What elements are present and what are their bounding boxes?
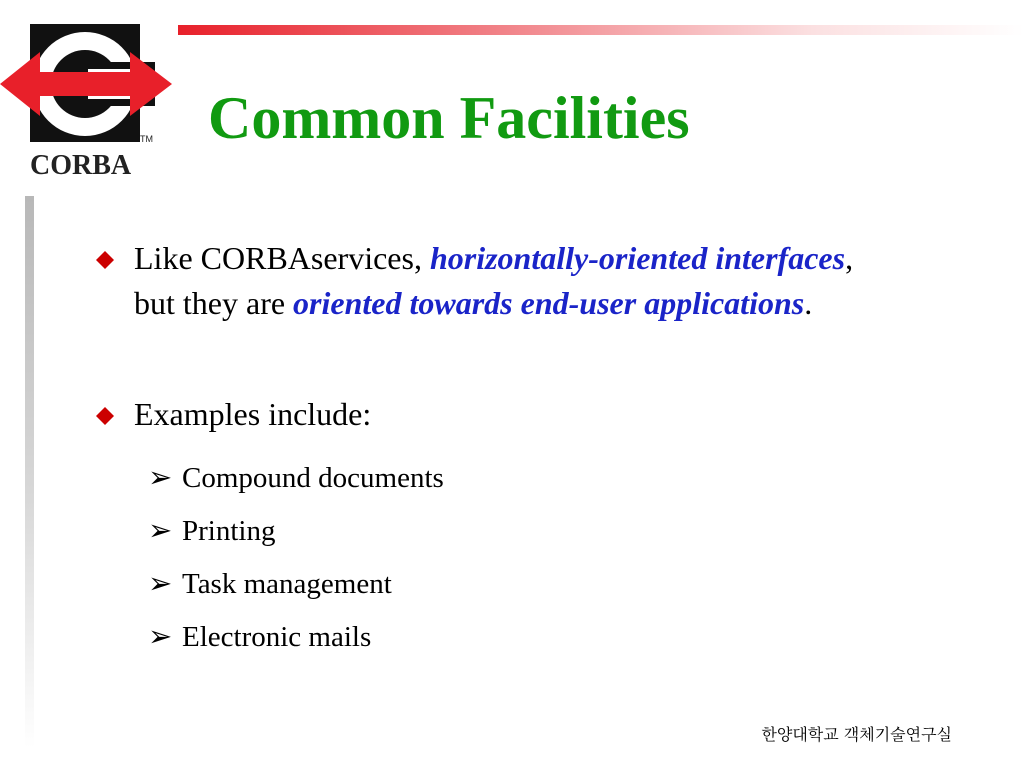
corba-logo (0, 22, 178, 182)
slide-title: Common Facilities (208, 85, 690, 151)
arrow-bullet-icon: ➢ (148, 621, 173, 653)
bullet-text (134, 236, 896, 326)
sub-item (148, 460, 444, 496)
diamond-bullet-icon (96, 251, 114, 269)
bullet-text-part: , but they are (134, 240, 854, 321)
sub-item (148, 513, 275, 549)
sub-item-label: Printing (182, 515, 276, 547)
title-accent-bar (178, 25, 1024, 35)
arrow-bullet-icon: ➢ (148, 515, 173, 547)
sub-item-label: Task management (182, 568, 392, 600)
bullet-1 (96, 236, 896, 326)
logo-trademark: TM (140, 134, 153, 144)
sub-item-label: Electronic mails (182, 621, 372, 653)
sub-item-label: Compound documents (182, 462, 444, 494)
sub-item (148, 566, 392, 602)
bullet-text-part: Like CORBAservices, (134, 240, 430, 276)
emphasis-text: horizontally-oriented interfaces (429, 240, 846, 276)
footer-text: 한양대학교 객체기술연구실 (761, 725, 952, 744)
arrow-bullet-icon: ➢ (148, 462, 173, 494)
bullet-text: Examples include: (134, 396, 372, 432)
arrow-bullet-icon: ➢ (148, 568, 173, 600)
bullet-2 (96, 392, 896, 437)
logo-text: CORBA (30, 150, 132, 181)
bullet-text-part: . (804, 285, 813, 321)
diamond-bullet-icon (96, 407, 114, 425)
left-accent-bar (25, 196, 34, 748)
sub-item (148, 619, 371, 655)
emphasis-text: oriented towards end-user applications (293, 285, 805, 321)
